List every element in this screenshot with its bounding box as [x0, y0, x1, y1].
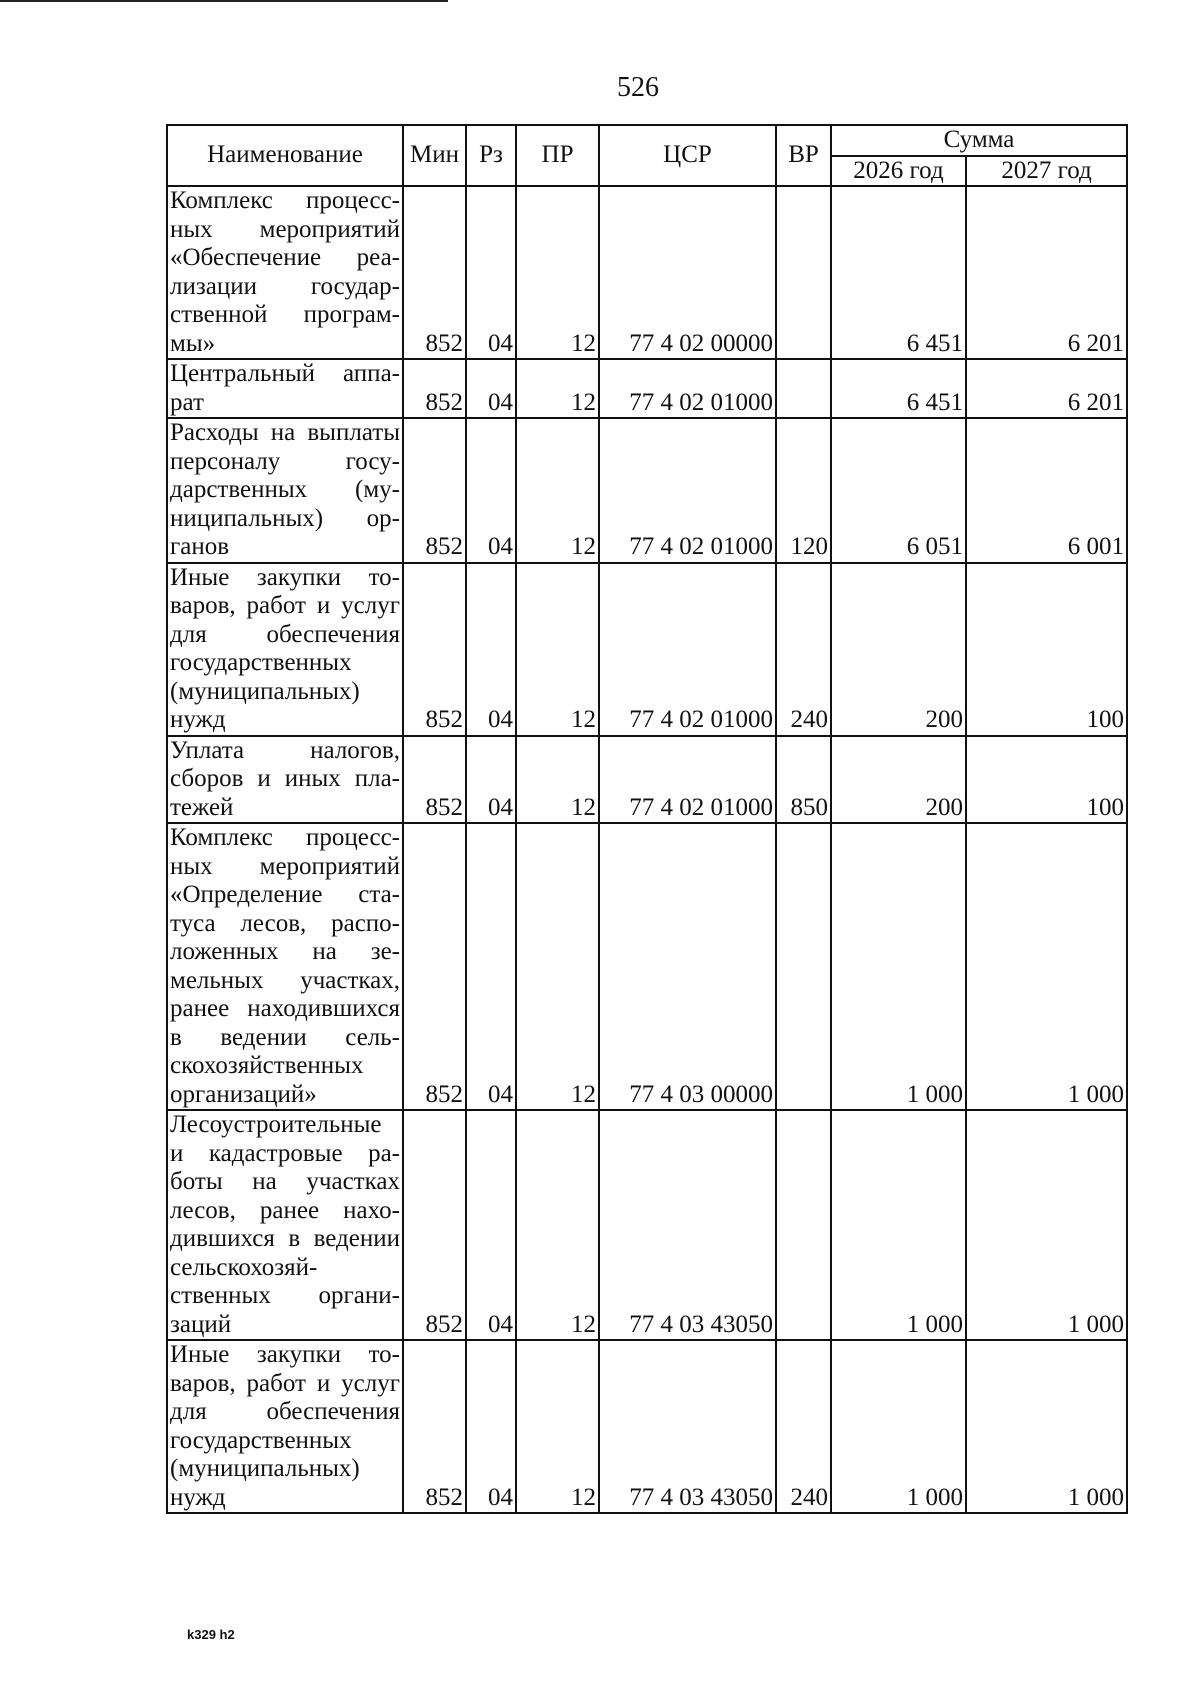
row-vr — [776, 359, 831, 418]
table-row — [167, 823, 1127, 1110]
row-rz: 04 — [466, 359, 516, 418]
row-rz: 04 — [466, 186, 516, 359]
row-name: Комплекс процессных мероприятий «Определение статуса лесов, расположенных на земельных участках, ранее находившихся в ведении сельскохозяйственных организаций» — [167, 823, 403, 1110]
row-rz: 04 — [466, 736, 516, 824]
row-sum-2027: 6 201 — [966, 186, 1127, 359]
header-year-2026: 2026 год — [831, 156, 966, 187]
row-vr: 120 — [776, 418, 831, 563]
row-min: 852 — [403, 1110, 466, 1340]
table-row — [167, 359, 1127, 418]
row-sum-2027: 6 001 — [966, 418, 1127, 563]
row-csr: 77 4 02 01000 — [599, 736, 776, 824]
row-name: Иные закупки товаров, работ и услуг для обеспечения государственных (муниципальных) нужд — [167, 563, 403, 736]
row-sum-2026: 6 051 — [831, 418, 966, 563]
row-name: Лесоустроительные и кадастровые работы на участках лесов, ранее находившихся в ведении сельскохозяйственных организаций — [167, 1110, 403, 1340]
row-vr: 240 — [776, 1340, 831, 1513]
row-min: 852 — [403, 736, 466, 824]
row-csr: 77 4 03 43050 — [599, 1110, 776, 1340]
table-header — [167, 125, 1127, 186]
row-sum-2026: 1 000 — [831, 823, 966, 1110]
header-year-2027: 2027 год — [966, 156, 1127, 187]
row-name: Иные закупки товаров, работ и услуг для обеспечения государственных (муниципальных) нужд — [167, 1340, 403, 1513]
row-min: 852 — [403, 186, 466, 359]
row-min: 852 — [403, 823, 466, 1110]
row-vr: 850 — [776, 736, 831, 824]
row-sum-2027: 1 000 — [966, 823, 1127, 1110]
row-min: 852 — [403, 563, 466, 736]
row-sum-2026: 200 — [831, 563, 966, 736]
row-csr: 77 4 03 00000 — [599, 823, 776, 1110]
row-rz: 04 — [466, 823, 516, 1110]
row-pr: 12 — [516, 186, 599, 359]
table-row — [167, 418, 1127, 563]
row-csr: 77 4 02 01000 — [599, 563, 776, 736]
row-pr: 12 — [516, 1110, 599, 1340]
row-rz: 04 — [466, 1110, 516, 1340]
row-sum-2027: 1 000 — [966, 1340, 1127, 1513]
row-sum-2026: 6 451 — [831, 186, 966, 359]
row-csr: 77 4 02 01000 — [599, 418, 776, 563]
row-pr: 12 — [516, 359, 599, 418]
row-vr — [776, 1110, 831, 1340]
row-csr: 77 4 03 43050 — [599, 1340, 776, 1513]
row-sum-2027: 6 201 — [966, 359, 1127, 418]
row-sum-2026: 1 000 — [831, 1110, 966, 1340]
header-rz: Рз — [466, 125, 516, 186]
row-pr: 12 — [516, 563, 599, 736]
row-vr: 240 — [776, 563, 831, 736]
row-vr — [776, 823, 831, 1110]
row-sum-2027: 100 — [966, 736, 1127, 824]
row-name: Расходы на выплаты персоналу государственных (муниципальных) органов — [167, 418, 403, 563]
header-pr: ПР — [516, 125, 599, 186]
row-name: Центральный аппарат — [167, 359, 403, 418]
header-name: Наименование — [167, 125, 403, 186]
footer-code: k329 h2 — [187, 1627, 235, 1642]
row-csr: 77 4 02 01000 — [599, 359, 776, 418]
table-row — [167, 1110, 1127, 1340]
top-edge-line — [0, 0, 448, 2]
table-row — [167, 186, 1127, 359]
row-min: 852 — [403, 1340, 466, 1513]
table-row — [167, 1340, 1127, 1513]
row-pr: 12 — [516, 823, 599, 1110]
row-sum-2026: 6 451 — [831, 359, 966, 418]
row-name: Уплата налогов, сборов и иных платежей — [167, 736, 403, 824]
header-vr: ВР — [776, 125, 831, 186]
header-csr: ЦСР — [599, 125, 776, 186]
row-min: 852 — [403, 359, 466, 418]
row-pr: 12 — [516, 736, 599, 824]
table-body — [167, 186, 1127, 1513]
header-min: Мин — [403, 125, 466, 186]
row-name: Комплекс процессных мероприятий «Обеспечение реализации государственной программы» — [167, 186, 403, 359]
row-rz: 04 — [466, 418, 516, 563]
page-number: 526 — [617, 72, 659, 103]
table-row — [167, 736, 1127, 824]
row-min: 852 — [403, 418, 466, 563]
budget-table — [166, 124, 1128, 1514]
row-sum-2026: 1 000 — [831, 1340, 966, 1513]
row-rz: 04 — [466, 1340, 516, 1513]
table-row — [167, 563, 1127, 736]
row-pr: 12 — [516, 1340, 599, 1513]
row-csr: 77 4 02 00000 — [599, 186, 776, 359]
row-pr: 12 — [516, 418, 599, 563]
row-rz: 04 — [466, 563, 516, 736]
row-sum-2026: 200 — [831, 736, 966, 824]
row-sum-2027: 100 — [966, 563, 1127, 736]
row-sum-2027: 1 000 — [966, 1110, 1127, 1340]
header-sum: Сумма — [831, 125, 1127, 156]
row-vr — [776, 186, 831, 359]
